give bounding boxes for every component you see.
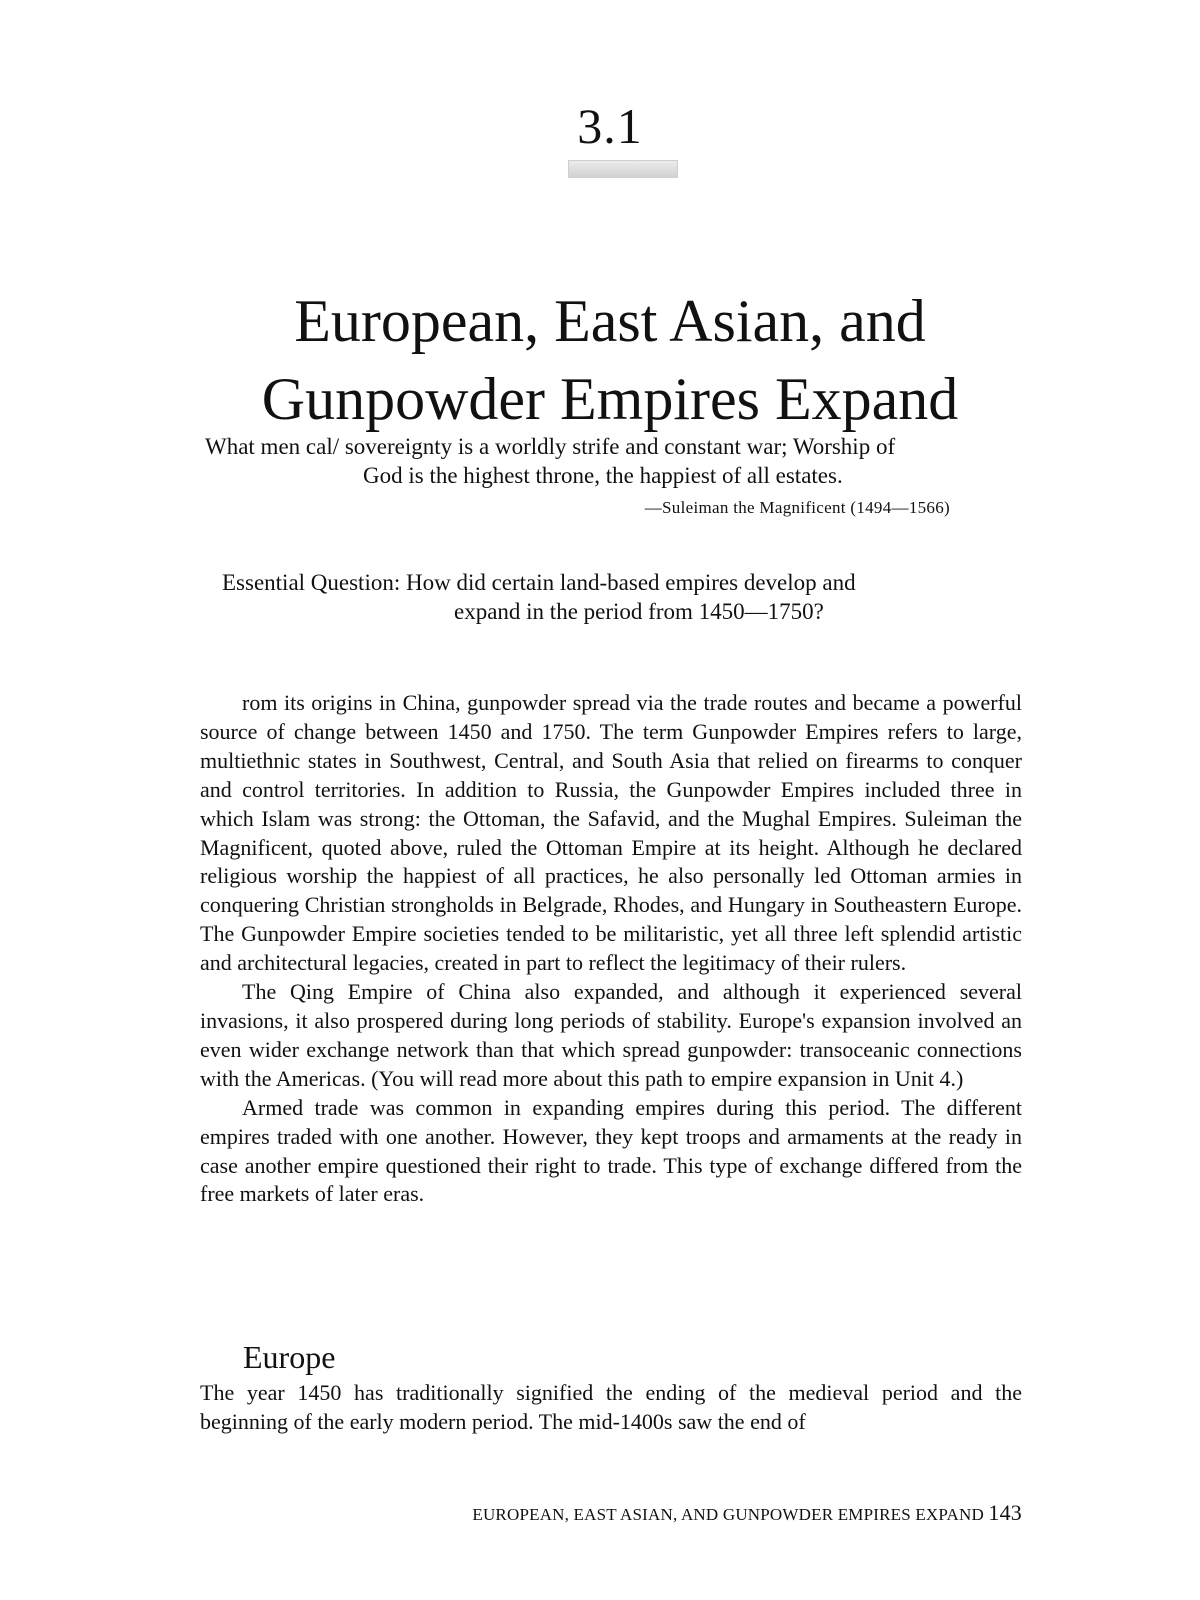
body-text <box>200 689 1022 1209</box>
chapter-number-underline <box>568 160 678 178</box>
section-body <box>200 1379 1022 1437</box>
body-paragraph-2: The Qing Empire of China also expanded, and although it experienced several invasions, it also prospered during long periods of stability. Europe's expansion involved an even wider exchange network than that which spread gunpowder: transoceanic connections with the Americas. (You will read more about this path to empire expansion in Unit 4.) <box>200 979 1022 1091</box>
body-paragraph-3: Armed trade was common in expanding empires during this period. The different empires traded with one another. However, they kept troops and armaments at the ready in case another empire questioned their right to trade. This type of exchange differed from the free markets of later eras. <box>200 1094 1022 1207</box>
section-paragraph-1: The year 1450 has traditionally signified the ending of the medieval period and the beginning of the early modern period. The mid-1400s saw the end of <box>200 1380 1022 1434</box>
chapter-number: 3.1 <box>577 98 643 154</box>
epigraph-attribution: —Suleiman the Magnificent (1494—1566) <box>644 498 950 517</box>
page-number: 143 <box>988 1500 1022 1525</box>
epigraph-quote <box>205 432 1015 490</box>
essential-question <box>222 568 1022 626</box>
running-head: EUROPEAN, EAST ASIAN, AND GUNPOWDER EMPIRES EXPAND <box>472 1505 984 1524</box>
section-heading-europe: Europe <box>243 1339 336 1375</box>
body-paragraph-1: rom its origins in China, gunpowder spread via the trade routes and became a powerful source of change between 1450 and 1750. The term Gunpowder Empires refers to large, multiethnic states in Southwest, Central, and South Asia that relied on firearms to conquer and control territories. In addition to Russia, the Gunpowder Empires included three in which Islam was strong: the Ottoman, the Safavid, and the Mughal Empires. Suleiman the Magnificent, quoted above, ruled the Ottoman Empire at its height. Although he declared religious worship the happiest of all practices, he also personally led Ottoman armies in conquering Christian strongholds in Belgrade, Rhodes, and Hungary in Southeastern Europe. The Gunpowder Empire societies tended to be militaristic, yet all three left splendid artistic and architectural legacies, created in part to reflect the legitimacy of their rulers. <box>200 690 1022 976</box>
running-footer <box>200 1500 1022 1528</box>
epigraph-line-1: What men cal/ sovereignty is a worldly strife and constant war; Worship of <box>205 434 896 459</box>
essential-question-line-1: Essential Question: How did certain land-based empires develop and <box>222 570 856 595</box>
epigraph-line-2: God is the highest throne, the happiest of all estates. <box>363 463 843 488</box>
chapter-title: European, East Asian, and Gunpowder Empires Expand <box>261 288 959 432</box>
essential-question-line-2: expand in the period from 1450—1750? <box>454 599 824 624</box>
